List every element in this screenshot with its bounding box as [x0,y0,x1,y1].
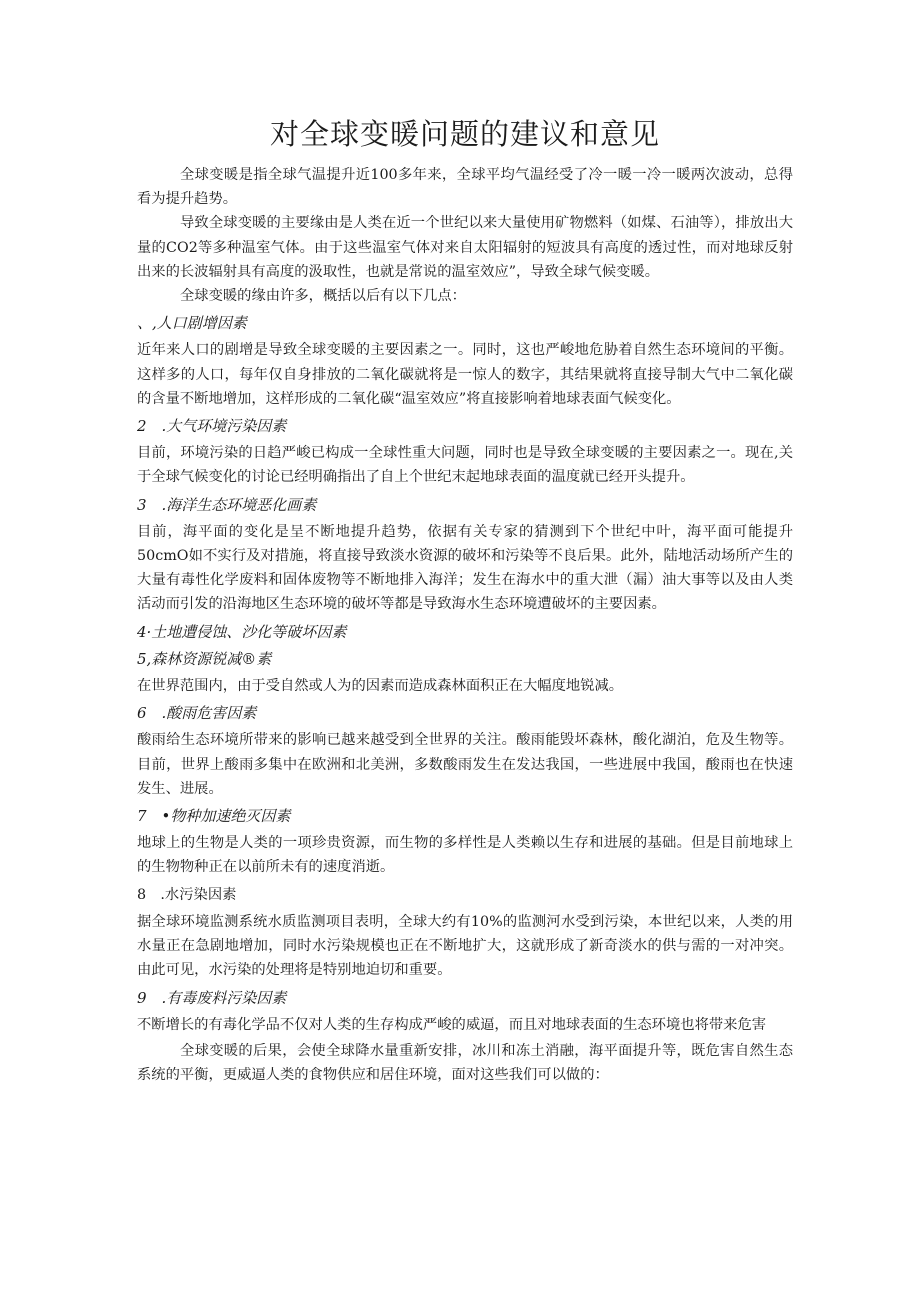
section-heading-1: 、,人口剧增因素 [137,314,247,333]
section-body-5: 在世界范围内，由于受自然或人为的因素而造成森林面积正在大幅度地锐减。 [137,678,624,695]
section-body-8: 据全球环境监测系统水质监测项目表明，全球大约有10%的监测河水受到污染，本世纪以来，人类的用水量正在急剧地增加，同时水污染规模也正在不断地扩大，这就形成了新奇淡水的供与需的一对冲突。由此可见，水污染的处理将是特别地迫切和重要。 [137,913,793,979]
intro-paragraph: 全球变暖是指全球气温提升近100多年来，全球平均气温经受了冷一暖一冷一暖两次波动，总得看为提升趋势。 [137,167,793,208]
section-heading-5: 5,森林资源锐减®素 [137,649,272,668]
section-body-1: 近年来人口的剧增是导致全球变暖的主要因素之一。同时，这也严峻地危胁着自然生态环境间的平衡。这样多的人口，每年仅自身排放的二氧化碳就将是一惊人的数字，其结果就将直接导制大气中二氧化碳的含量不断地增加，这样形成的二氧化碳“温室效应”将直接影响着地球表面气候变化。 [137,342,793,407]
section-heading-9: 9 .有毒废料污染因素 [137,988,287,1007]
section-body-3: 目前，海平面的变化是呈不断地提升趋势，依据有关专家的猜测到下个世纪中叶，海平面可能提升50cmO如不实行及对措施，将直接导致淡水资源的破坏和污染等不良后果。此外，陆地活动场所产生的大量有毒性化学废料和固体废物等不断地排入海洋；发生在海水中的重大泄（漏）油大事等以及由人类活动而引发的沿海地区生态环境的破坏等都是导致海水生态环境遭破坏的主要因素。 [137,523,793,613]
document-title: 对全球变暖问题的建议和意见 [269,117,660,151]
section-body-7: 地球上的生物是人类的一项珍贵资源，而生物的多样性是人类赖以生存和进展的基础。但是目前地球上的生物物种正在以前所未有的速度消逝。 [137,835,793,876]
section-heading-8: 8 .水污染因素 [137,886,237,903]
section-heading-6: 6 .酸雨危害因素 [137,704,257,723]
section-heading-2: 2 .大气环境污染因素 [137,417,287,436]
section-body-2: 目前，环境污染的日趋严峻已构成一全球性重大问题，同时也是导致全球变暖的主要因素之一。现在,关于全球气候变化的讨论已经明确指出了自上个世纪末起地球表面的温度就已经开头提升。 [137,445,793,486]
section-heading-3: 3 .海洋生态环境恶化画素 [137,495,317,514]
summary-paragraph: 全球变暖的缘由许多，概括以后有以下几点： [180,288,466,305]
section-body-9: 不断增长的有毒化学品不仅对人类的生存构成严峻的威逼，而且对地球表面的生态环境也将带来危害 [137,1016,767,1033]
section-heading-4: 4·土地遭侵蚀、沙化等破坏因素 [137,622,347,641]
section-body-6: 酸雨给生态环境所带来的影响已越来越受到全世界的关注。酸雨能毁坏森林，酸化湖泊，危及生物等。目前，世界上酸雨多集中在欧洲和北美洲，多数酸雨发生在发达我国，一些进展中我国，酸雨也在快速发生、进展。 [137,732,793,797]
cause-paragraph: 导致全球变暖的主要缘由是人类在近一个世纪以来大量使用矿物燃料（如煤、石油等），排放出大量的CO2等多种温室气体。由于这些温室气体对来自太阳辐射的短波具有高度的透过性，而对地球反射出来的长波辐射具有高度的汲取性，也就是常说的温室效应”，导致全球气候变暖。 [137,215,793,280]
conclusion-paragraph: 全球变暖的后果，会使全球降水量重新安排，冰川和冻土消融，海平面提升等，既危害自然生态系统的平衡，更威逼人类的食物供应和居住环境，面对这些我们可以做的： [137,1042,793,1084]
section-heading-7: 7 •物种加速绝灭因素 [137,807,291,826]
document-page [137,112,793,1087]
